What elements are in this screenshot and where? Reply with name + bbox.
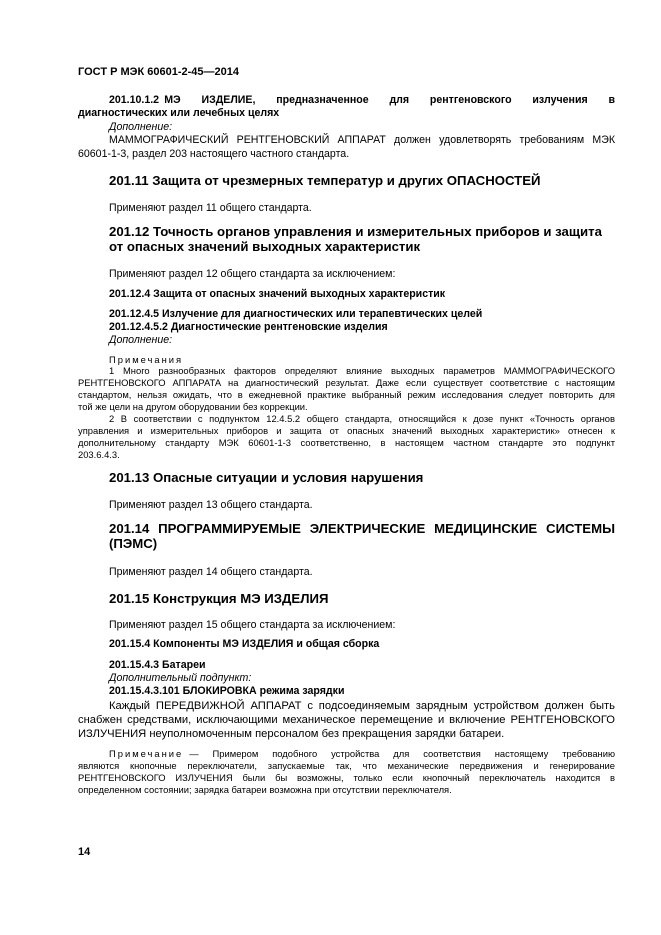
clause-201-10-1-2-text-line2: 60601-1-3, раздел 203 настоящего частного стандарта.: [78, 148, 350, 160]
interlock-note-label: Примечание: [109, 748, 184, 759]
note-2-line3: дополнительному стандарту МЭК 60601-1-3 соответственно, в настоящем частном стандарте это подпункт: [78, 437, 615, 448]
interlock-note-line1: [109, 748, 615, 760]
note-1-line3: стандартом, нельзя ожидать, что в ежедневной практике выбранный режим исследования следует повторить для: [78, 389, 615, 400]
interlock-note-line2: являются кнопочные переключатели, запускаемые так, что механические передвижения и генерирование: [78, 760, 615, 771]
clause-201-15-4-3-addition-label: Дополнительный подпункт:: [109, 672, 252, 684]
page-number: 14: [78, 846, 91, 858]
section-201-12-title-line1: 201.12 Точность органов управления и измерительных приборов и защита: [109, 224, 602, 239]
clause-201-10-1-2-title-line2: диагностических или лечебных целях: [78, 107, 280, 119]
clause-201-15-4-title: 201.15.4 Компоненты МЭ ИЗДЕЛИЯ и общая сборка: [109, 638, 380, 650]
section-201-13-title: 201.13 Опасные ситуации и условия нарушения: [109, 470, 424, 485]
clause-201-10-1-2-addition-label: Дополнение:: [109, 121, 173, 133]
clause-201-12-4-title: 201.12.4 Защита от опасных значений выходных характеристик: [109, 288, 446, 300]
section-201-13-text: Применяют раздел 13 общего стандарта.: [109, 499, 313, 511]
notes-title: Примечания: [109, 354, 184, 365]
note-2-line2: управления и измерительных приборов и защита от опасных значений выходных характеристик» отнесен к: [78, 425, 615, 436]
interlock-note-line4: определенном состоянии; зарядка батареи возможна при отсутствии переключателя.: [78, 784, 452, 795]
section-201-15-title: 201.15 Конструкция МЭ ИЗДЕЛИЯ: [109, 591, 329, 606]
interlock-note-text-line1: — Примером подобного устройства для соответствия настоящему требованию: [189, 748, 615, 759]
clause-201-12-4-5-2-title: 201.12.4.5.2 Диагностические рентгеновские изделия: [109, 321, 388, 333]
clause-201-15-4-3-101-title: 201.15.4.3.101 БЛОКИРОВКА режима зарядки: [109, 685, 345, 697]
interlock-paragraph-line2: снабжен средствами, исключающими механическое перемещение и включение РЕНТГЕНОВСКОГО: [78, 714, 615, 726]
section-201-15-text: Применяют раздел 15 общего стандарта за исключением:: [109, 619, 396, 631]
section-201-11-text: Применяют раздел 11 общего стандарта.: [109, 202, 312, 214]
section-201-12-title-line2: от опасных значений выходных характеристик: [109, 239, 421, 254]
clause-201-10-1-2-title-line1: 201.10.1.2 МЭ ИЗДЕЛИЕ, предназначенное для рентгеновского излучения в: [109, 94, 615, 106]
note-1-line1: 1 Много разнообразных факторов определяют влияние выходных параметров МАММОГРАФИЧЕСКОГО: [109, 365, 615, 376]
clause-201-12-4-5-title: 201.12.4.5 Излучение для диагностических или терапевтических целей: [109, 308, 483, 320]
section-201-12-text: Применяют раздел 12 общего стандарта за исключением:: [109, 268, 396, 280]
clause-201-10-1-2-text-line1: МАММОГРАФИЧЕСКИЙ РЕНТГЕНОВСКИЙ АППАРАТ должен удовлетворять требованиям МЭК: [109, 134, 615, 146]
note-2-line1: 2 В соответствии с подпунктом 12.4.5.2 общего стандарта, относящийся к дозе пункт «Точность органов: [109, 413, 615, 424]
section-201-11-title: 201.11 Защита от чрезмерных температур и других ОПАСНОСТЕЙ: [109, 173, 541, 188]
clause-201-12-4-5-2-addition-label: Дополнение:: [109, 334, 173, 346]
section-201-14-title-line1: 201.14 ПРОГРАММИРУЕМЫЕ ЭЛЕКТРИЧЕСКИЕ МЕДИЦИНСКИЕ СИСТЕМЫ: [109, 521, 615, 536]
note-2-line4: 203.6.4.3.: [78, 449, 120, 460]
section-201-14-title-line2: (ПЭМС): [109, 536, 158, 551]
interlock-paragraph-line3: ИЗЛУЧЕНИЯ неуполномоченным персоналом без прекращения зарядки батареи.: [78, 728, 505, 740]
note-1-line2: РЕНТГЕНОВСКОГО АППАРАТА на диагностический результат. Даже если существует соответствие с настоящим: [78, 377, 615, 388]
interlock-paragraph-line1: Каждый ПЕРЕДВИЖНОЙ АППАРАТ с подсоединяемым зарядным устройством должен быть: [109, 700, 615, 712]
interlock-note-line3: РЕНТГЕНОВСКОГО ИЗЛУЧЕНИЯ были бы возможны, только если кнопочный переключатель находится в: [78, 772, 615, 783]
section-201-14-text: Применяют раздел 14 общего стандарта.: [109, 566, 313, 578]
clause-201-15-4-3-title: 201.15.4.3 Батареи: [109, 659, 206, 671]
document-header: ГОСТ Р МЭК 60601-2-45—2014: [78, 66, 239, 78]
note-1-line4: той же цели на другом оборудовании без коррекции.: [78, 401, 308, 412]
